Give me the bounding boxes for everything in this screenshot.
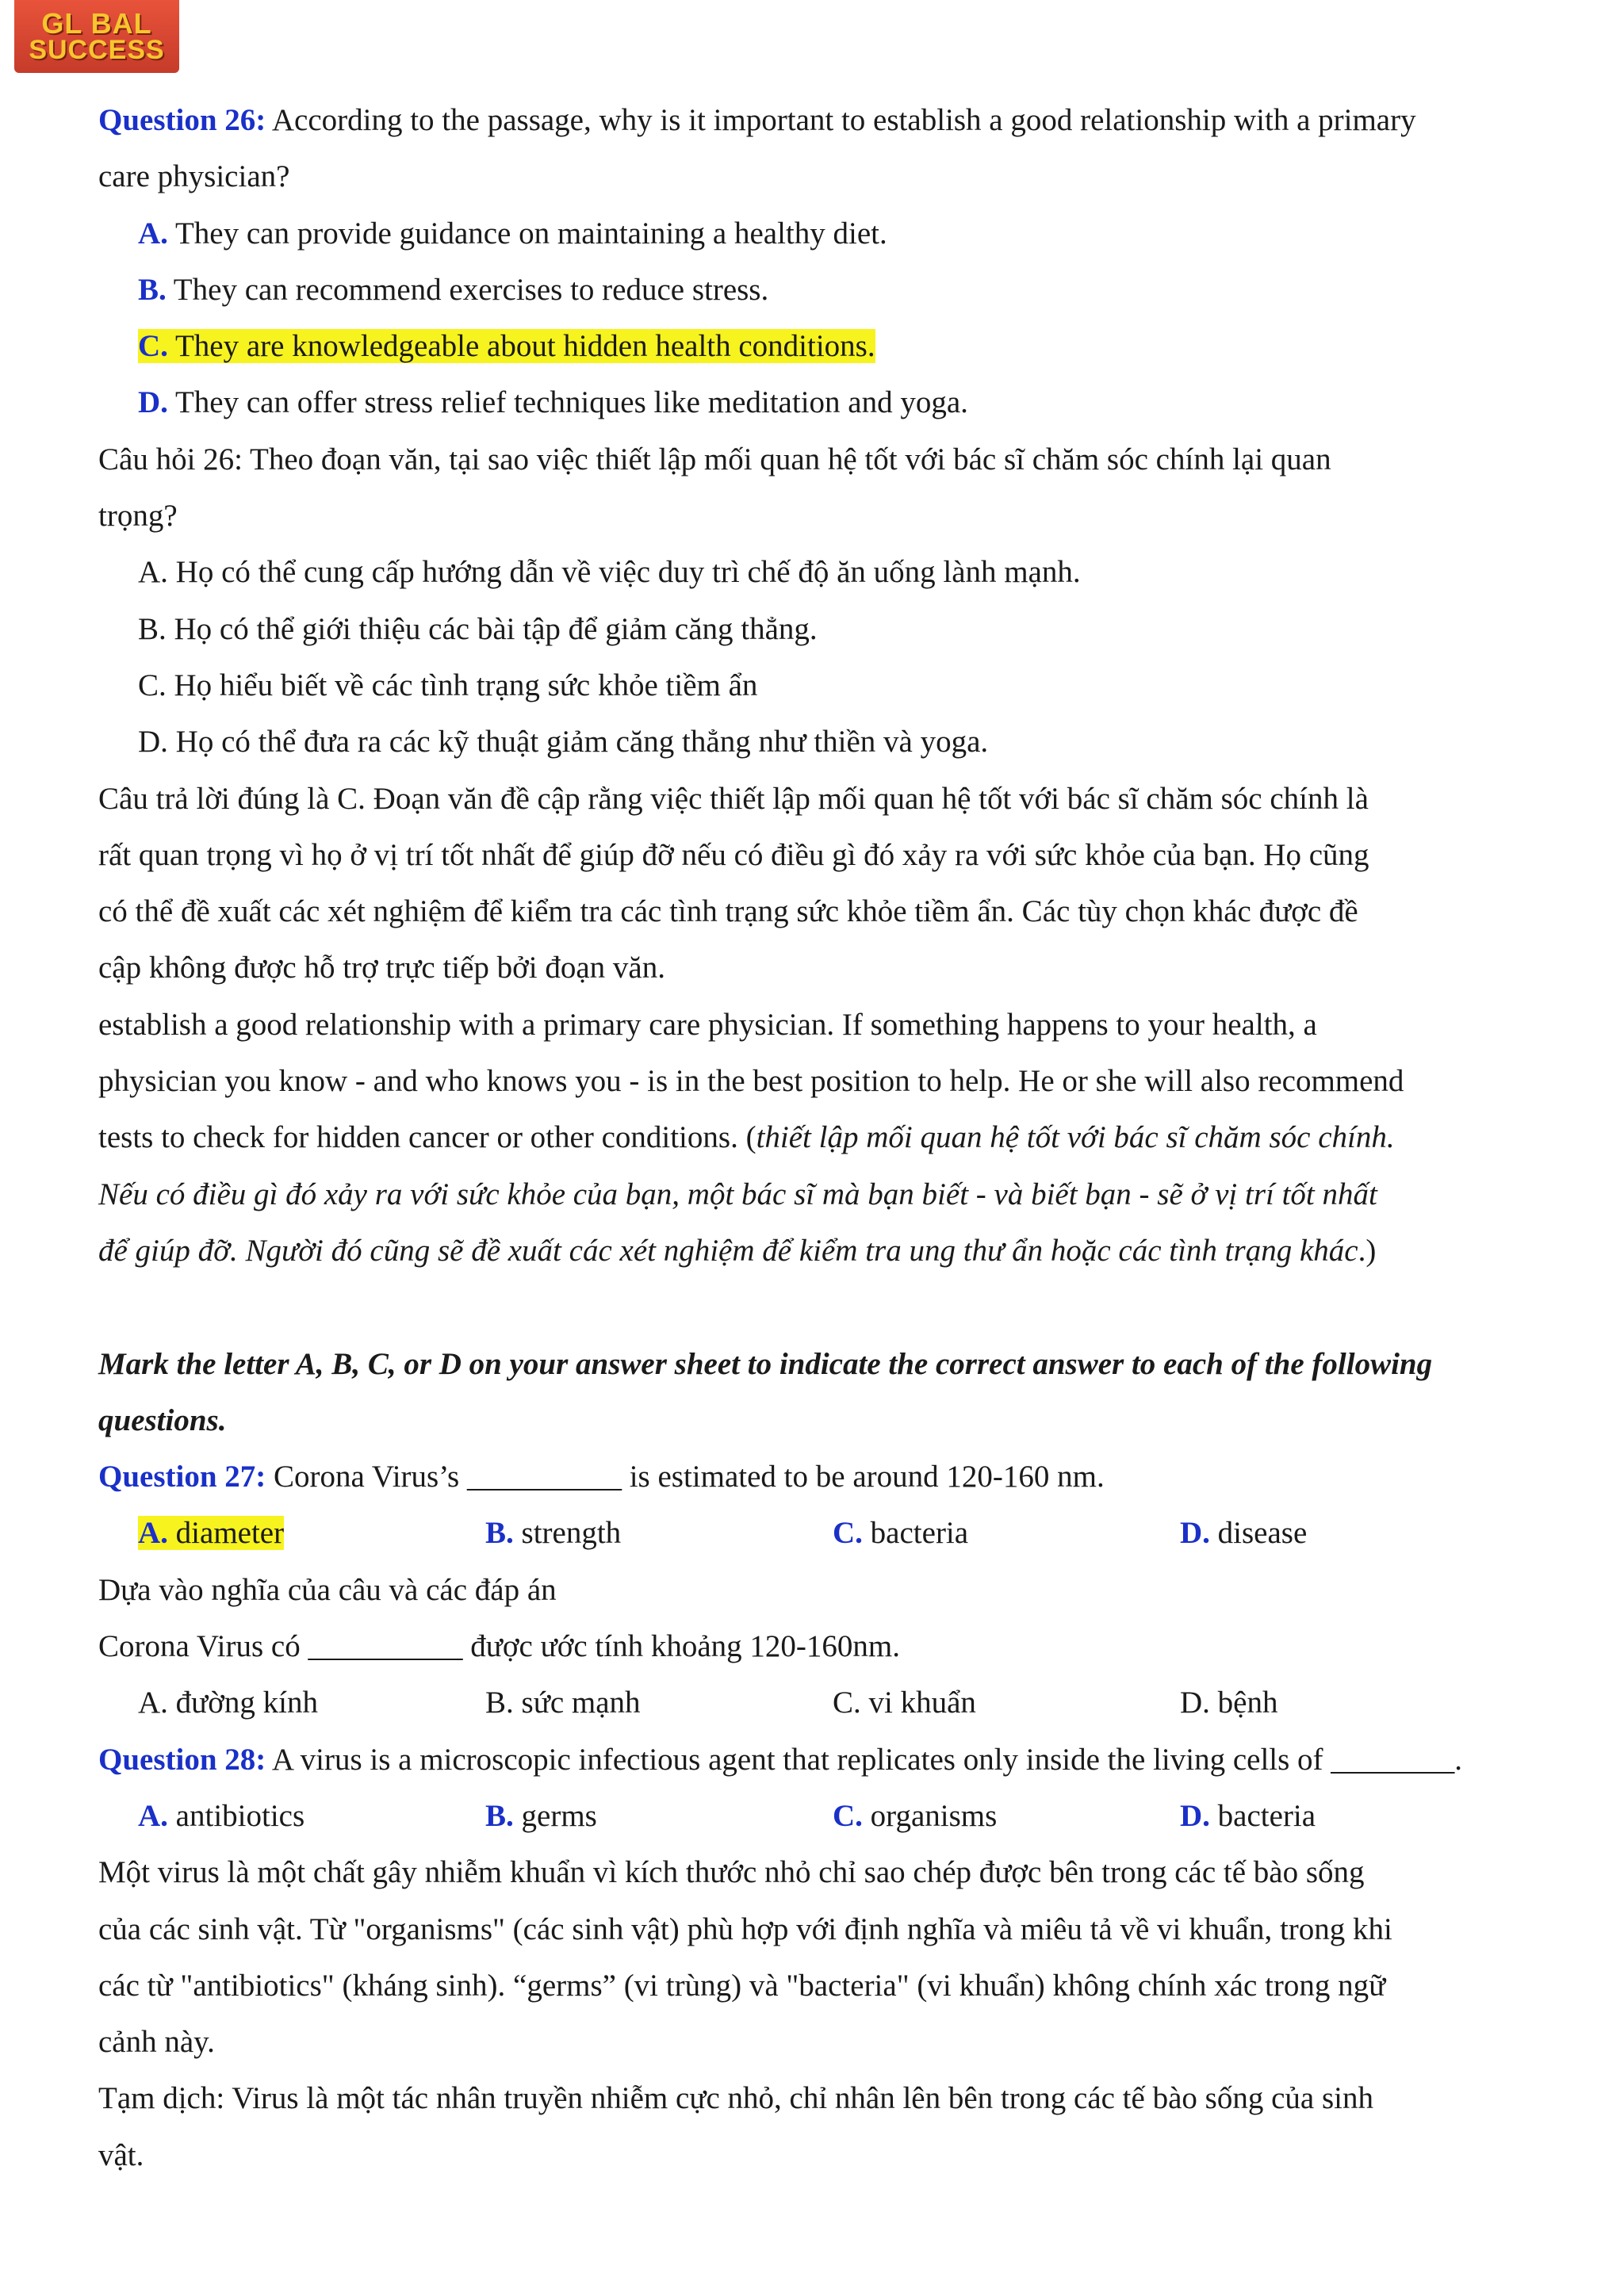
option-letter: D.	[1180, 1516, 1210, 1551]
global-success-logo	[14, 0, 179, 73]
question-26-explanation-1: Câu trả lời đúng là C. Đoạn văn đề cập rằng việc thiết lập mối quan hệ tốt với bác sĩ chăm sóc chính là	[98, 781, 1369, 816]
question-26-quote-1: establish a good relationship with a primary care physician. If something happens to your health, a	[98, 1007, 1317, 1042]
question-28-text: A virus is a microscopic infectious agent that replicates only inside the living cells of	[266, 1742, 1331, 1777]
question-27-options	[98, 1505, 1565, 1561]
document-body	[98, 92, 1565, 2183]
option-letter: C.	[833, 1516, 863, 1551]
question-28-option-d	[1180, 1788, 1527, 1844]
instruction-line-2: questions.	[98, 1402, 227, 1437]
option-text: They can provide guidance on maintaining a healthy diet.	[167, 216, 887, 251]
logo-line-1: GL BAL	[41, 6, 152, 40]
question-26-option-a	[98, 205, 1565, 262]
question-27-vi-option-c: C. vi khuẩn	[833, 1686, 976, 1720]
option-letter: A.	[138, 216, 168, 251]
question-26-quote-2: physician you know - and who knows you - is in the best position to help. He or she will also recommend	[98, 1064, 1404, 1099]
option-text: bacteria	[1209, 1798, 1316, 1833]
vi-text-before: Corona Virus có	[98, 1629, 308, 1664]
question-26-vi-option-c: C. Họ hiểu biết về các tình trạng sức khỏe tiềm ẩn	[138, 668, 758, 702]
question-27-vi-option-b: B. sức mạnh	[485, 1686, 641, 1720]
question-26-line-2: care physician?	[98, 159, 290, 194]
question-27-text-before: Corona Virus’s	[266, 1460, 467, 1494]
answer-blank: __________	[308, 1629, 463, 1664]
question-28-end: .	[1454, 1742, 1463, 1777]
instruction-line-1: Mark the letter A, B, C, or D on your answer sheet to indicate the correct answer to each of the following	[98, 1346, 1433, 1381]
question-28-label: Question 28:	[98, 1742, 266, 1777]
option-text: germs	[513, 1798, 597, 1833]
question-26-vi-line-1: Câu hỏi 26: Theo đoạn văn, tại sao việc thiết lập mối quan hệ tốt với bác sĩ chăm sóc chính lại quan	[98, 442, 1331, 476]
question-26-quote-3	[98, 1109, 1565, 1165]
option-letter: A.	[138, 1516, 168, 1551]
option-text: disease	[1209, 1516, 1308, 1551]
question-28-explanation-4: cảnh này.	[98, 2025, 215, 2060]
question-27-label: Question 27:	[98, 1460, 266, 1494]
correct-answer-highlight	[138, 329, 875, 363]
question-28-line	[98, 1732, 1565, 1788]
question-26-quote-5	[98, 1223, 1565, 1279]
option-letter: A.	[138, 1798, 168, 1833]
question-26-quote-4: Nếu có điều gì đó xảy ra với sức khỏe của bạn, một bác sĩ mà bạn biết - và biết bạn - sẽ ở vị trí tốt nhất	[98, 1177, 1377, 1211]
logo-line-2: SUCCESS	[29, 34, 165, 65]
option-letter: C.	[138, 329, 168, 364]
option-text: diameter	[167, 1516, 285, 1551]
answer-blank: ________	[1331, 1742, 1455, 1777]
option-text: organisms	[862, 1798, 998, 1833]
question-26-vi-option-a: A. Họ có thể cung cấp hướng dẫn về việc duy trì chế độ ăn uống lành mạnh.	[138, 555, 1081, 590]
answer-blank: __________	[466, 1460, 622, 1494]
question-26-vi-option-d: D. Họ có thể đưa ra các kỹ thuật giảm căng thẳng như thiền và yoga.	[138, 725, 989, 760]
question-28-translation-2: vật.	[98, 2137, 144, 2172]
question-26-label: Question 26:	[98, 103, 266, 137]
question-27-text-after: is estimated to be around 120-160 nm.	[621, 1460, 1105, 1494]
question-26-option-d	[98, 374, 1565, 430]
question-26-explanation-3: có thể đề xuất các xét nghiệm để kiểm tra các tình trạng sức khỏe tiềm ẩn. Các tùy chọn khác được đề	[98, 894, 1358, 929]
question-26-explanation-2: rất quan trọng vì họ ở vị trí tốt nhất để giúp đỡ nếu có điều gì đó xảy ra với sức khỏe của bạn. Họ cũng	[98, 837, 1369, 872]
question-28-options	[98, 1788, 1565, 1844]
question-28-explanation-3: các từ "antibiotics" (kháng sinh). “germs” (vi trùng) và "bacteria" (vi khuẩn) không chính xác trong ngữ	[98, 1968, 1386, 2003]
question-27-option-c	[833, 1505, 1180, 1561]
question-27-option-a	[138, 1505, 485, 1561]
question-28-option-c	[833, 1788, 1180, 1844]
question-26-line-1	[98, 92, 1565, 148]
question-27-option-d	[1180, 1505, 1527, 1561]
question-27-vi-option-a: A. đường kính	[138, 1686, 319, 1720]
question-27-vi-option-d: D. bệnh	[1180, 1686, 1278, 1720]
option-text: They can offer stress relief techniques like meditation and yoga.	[167, 385, 968, 420]
question-28-option-b	[485, 1788, 833, 1844]
option-text: antibiotics	[167, 1798, 305, 1833]
quote-text: tests to check for hidden cancer or other conditions. (	[98, 1120, 756, 1155]
question-26-option-c	[98, 318, 1565, 374]
quote-end: .)	[1358, 1233, 1377, 1268]
option-letter: D.	[138, 385, 168, 420]
option-text: strength	[513, 1516, 622, 1551]
option-letter: D.	[1180, 1798, 1210, 1833]
question-28-explanation-1: Một virus là một chất gây nhiễm khuẩn vì kích thước nhỏ chỉ sao chép được bên trong các tế bào sống	[98, 1855, 1365, 1890]
option-text: They are knowledgeable about hidden health conditions.	[167, 329, 875, 364]
correct-answer-highlight	[138, 1516, 284, 1550]
question-27-option-b	[485, 1505, 833, 1561]
question-26-vi-option-b: B. Họ có thể giới thiệu các bài tập để giảm căng thẳng.	[138, 611, 818, 646]
option-text: bacteria	[862, 1516, 969, 1551]
question-27-note: Dựa vào nghĩa của câu và các đáp án	[98, 1572, 557, 1607]
quote-translation: thiết lập mối quan hệ tốt với bác sĩ chăm sóc chính.	[756, 1120, 1395, 1155]
vi-text-after: được ước tính khoảng 120-160nm.	[462, 1629, 900, 1664]
question-26-option-b	[98, 262, 1565, 318]
question-27-vi-options	[98, 1674, 1565, 1731]
option-letter: B.	[485, 1798, 514, 1833]
quote-translation: để giúp đỡ. Người đó cũng sẽ đề xuất các xét nghiệm để kiểm tra ung thư ẩn hoặc các tình trạng khác	[98, 1233, 1358, 1268]
question-28-option-a	[138, 1788, 485, 1844]
question-27-vi-line	[98, 1618, 1565, 1674]
option-text: They can recommend exercises to reduce stress.	[166, 272, 769, 307]
question-26-explanation-4: cập không được hỗ trợ trực tiếp bởi đoạn văn.	[98, 951, 665, 985]
option-letter: C.	[833, 1798, 863, 1833]
question-28-translation-1: Tạm dịch: Virus là một tác nhân truyền nhiễm cực nhỏ, chỉ nhân lên bên trong các tế bào sống của sinh	[98, 2081, 1373, 2116]
section-gap	[98, 1279, 1565, 1335]
question-27-line	[98, 1448, 1565, 1505]
option-letter: B.	[485, 1516, 514, 1551]
option-letter: B.	[138, 272, 167, 307]
question-26-text-1: According to the passage, why is it important to establish a good relationship with a primary	[266, 103, 1416, 137]
question-26-vi-line-2: trọng?	[98, 499, 178, 534]
question-28-explanation-2: của các sinh vật. Từ "organisms" (các sinh vật) phù hợp với định nghĩa và miêu tả về vi khuẩn, trong khi	[98, 1911, 1392, 1946]
